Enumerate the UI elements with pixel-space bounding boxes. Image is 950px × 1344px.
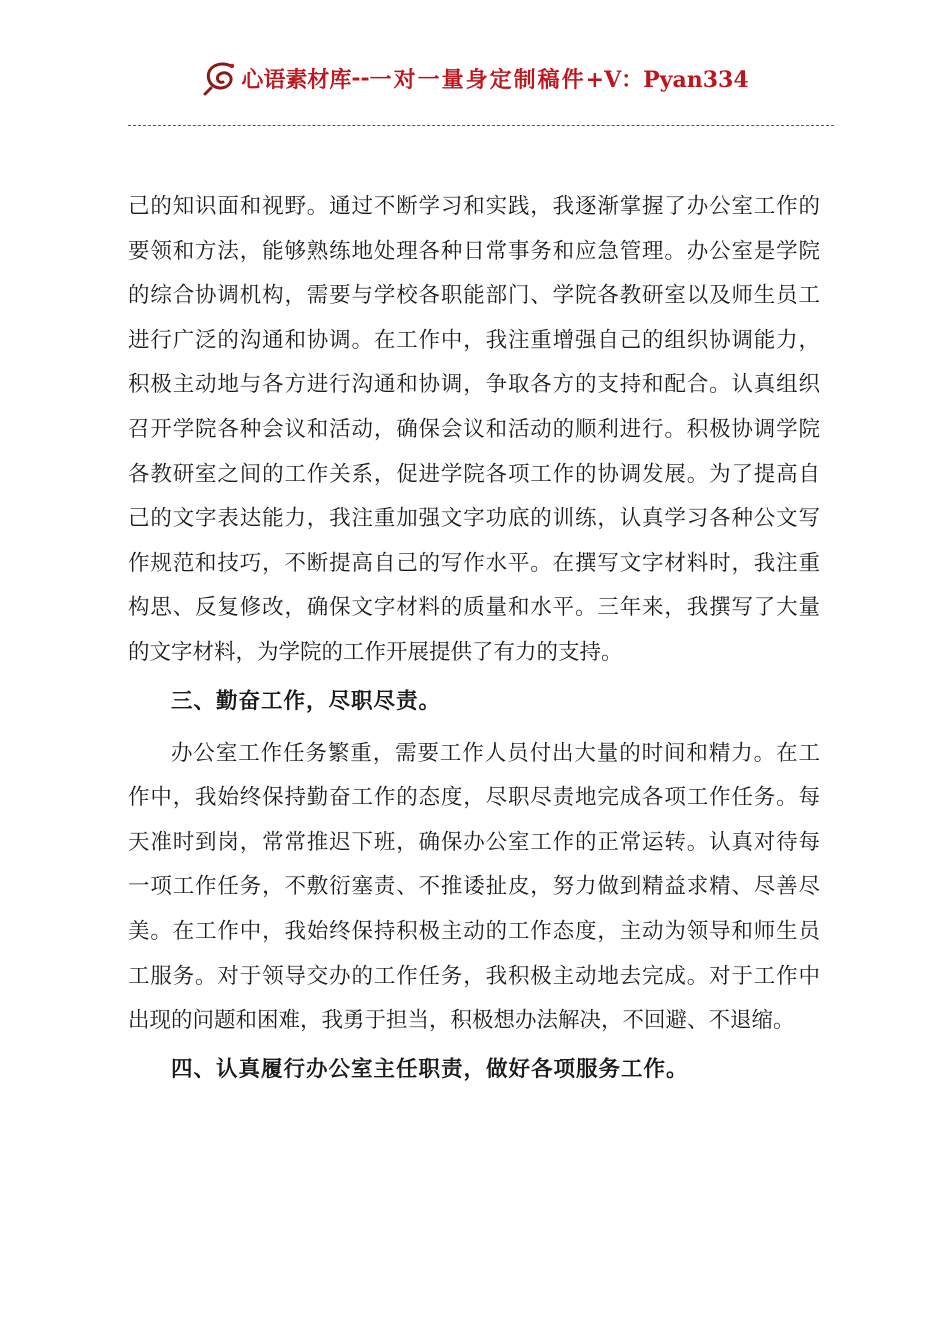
text-line: 要领和方法，能够熟练地处理各种日常事务和应急管理。办公室是学院 bbox=[128, 238, 820, 264]
brand-slogan: 一对一量身定制稿件 bbox=[369, 66, 586, 93]
text-line: 出现的问题和困难，我勇于担当，积极想办法解决，不回避、不退缩。 bbox=[128, 1008, 795, 1034]
text-line: 己的文字表达能力，我注重加强文字功底的训练，认真学习各种公文写 bbox=[128, 506, 820, 532]
header-divider bbox=[128, 125, 834, 126]
text-line: 美。在工作中，我始终保持积极主动的工作态度，主动为领导和师生员 bbox=[128, 918, 820, 944]
text-line: 己的知识面和视野。通过不断学习和实践，我逐渐掌握了办公室工作的 bbox=[128, 194, 820, 219]
section-heading-3: 三、勤奋工作，尽职尽责。 bbox=[171, 688, 442, 714]
text-line: 工服务。对于领导交办的工作任务，我积极主动地去完成。对于工作中 bbox=[128, 963, 820, 989]
page-header bbox=[0, 58, 950, 106]
text-line: 作中，我始终保持勤奋工作的态度，尽职尽责地完成各项工作任务。每 bbox=[128, 785, 820, 811]
paragraph-1 bbox=[128, 185, 820, 676]
text-line: 的文字材料，为学院的工作开展提供了有力的支持。 bbox=[128, 639, 623, 665]
document-body bbox=[128, 185, 820, 1100]
text-line: 办公室工作任务繁重，需要工作人员付出大量的时间和精力。在工 bbox=[171, 740, 820, 766]
text-line: 构思、反复修改，确保文字材料的质量和水平。三年来，我撰写了大量 bbox=[128, 595, 820, 621]
text-line: 的综合协调机构，需要与学校各职能部门、学院各教研室以及师生员工 bbox=[128, 283, 820, 309]
contact-info: +V：Pyan334 bbox=[585, 66, 749, 93]
text-line: 一项工作任务，不敷衍塞责、不推诿扯皮，努力做到精益求精、尽善尽 bbox=[128, 874, 820, 900]
header-banner bbox=[201, 58, 748, 98]
text-line: 积极主动地与各方进行沟通和协调，争取各方的支持和配合。认真组织 bbox=[128, 372, 820, 398]
brand-name: 心语素材库 bbox=[241, 66, 352, 93]
text-line: 召开学院各种会议和活动，确保会议和活动的顺利进行。积极协调学院 bbox=[128, 416, 820, 442]
text-line: 进行广泛的沟通和协调。在工作中，我注重增强自己的组织协调能力， bbox=[128, 327, 820, 353]
brand-separator: -- bbox=[351, 65, 370, 91]
text-line: 天准时到岗，常常推迟下班，确保办公室工作的正常运转。认真对待每 bbox=[128, 829, 820, 855]
text-line: 作规范和技巧，不断提高自己的写作水平。在撰写文字材料时，我注重 bbox=[128, 550, 820, 576]
section-heading-4: 四、认真履行办公室主任职责，做好各项服务工作。 bbox=[171, 1056, 689, 1082]
paragraph-2 bbox=[128, 732, 820, 1044]
logo-swirl-icon bbox=[201, 58, 241, 98]
text-line: 各教研室之间的工作关系，促进学院各项工作的协调发展。为了提高自 bbox=[128, 461, 820, 487]
